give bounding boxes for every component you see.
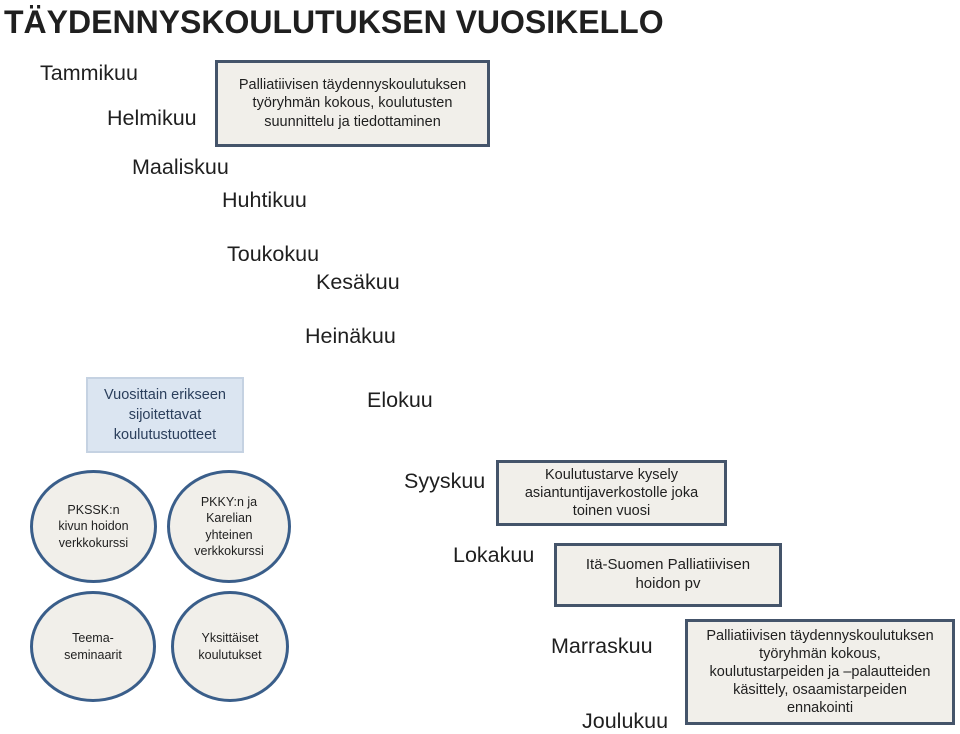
- month-marraskuu: Marraskuu: [551, 634, 653, 658]
- pkssk-course-oval: [30, 470, 157, 583]
- single-trainings-oval: [171, 591, 289, 702]
- spring-meeting-text: Palliatiivisen täydennyskoulutuksen työryhmän kokous, koulutusten suunnittelu ja tiedottaminen: [238, 77, 467, 130]
- month-syyskuu: Syyskuu: [404, 469, 486, 493]
- month-toukokuu: Toukokuu: [227, 242, 320, 266]
- survey-text: Koulutustarve kysely asiantuntijaverkostolle joka toinen vuosi: [524, 466, 699, 520]
- theme-seminars-text: Teema- seminaarit: [64, 631, 122, 662]
- month-tammikuu: Tammikuu: [40, 61, 138, 85]
- page-title: TÄYDENNYSKOULUTUKSEN VUOSIKELLO: [4, 4, 664, 40]
- autumn-meeting-box: [685, 619, 955, 725]
- autumn-meeting-text: Palliatiivisen täydennyskoulutuksen työryhmän kokous, koulutustarpeiden ja –palautteiden käsittely, osaamistarpeiden ennakointi: [706, 627, 934, 717]
- single-trainings-text: Yksittäiset koulutukset: [198, 631, 262, 662]
- month-maaliskuu: Maaliskuu: [132, 155, 229, 179]
- theme-seminars-oval: [30, 591, 156, 702]
- month-elokuu: Elokuu: [367, 388, 433, 412]
- month-joulukuu: Joulukuu: [582, 709, 669, 733]
- palliative-day-box: [554, 543, 782, 607]
- month-huhtikuu: Huhtikuu: [222, 188, 307, 212]
- annual-products-note: [86, 377, 244, 453]
- annual-products-text: Vuosittain erikseen sijoitettavat koulutustuotteet: [104, 386, 226, 444]
- month-helmikuu: Helmikuu: [107, 106, 197, 130]
- pkky-course-oval: [167, 470, 291, 583]
- spring-meeting-box: [215, 60, 490, 147]
- month-kesakuu: Kesäkuu: [316, 270, 400, 294]
- palliative-day-text: Itä-Suomen Palliatiivisen hoidon pv: [585, 556, 751, 592]
- pkky-course-text: PKKY:n ja Karelian yhteinen verkkokurssi: [194, 495, 264, 558]
- month-lokakuu: Lokakuu: [453, 543, 535, 567]
- month-heinakuu: Heinäkuu: [305, 324, 396, 348]
- survey-box: [496, 460, 727, 526]
- pkssk-course-text: PKSSK:n kivun hoidon verkkokurssi: [58, 503, 129, 550]
